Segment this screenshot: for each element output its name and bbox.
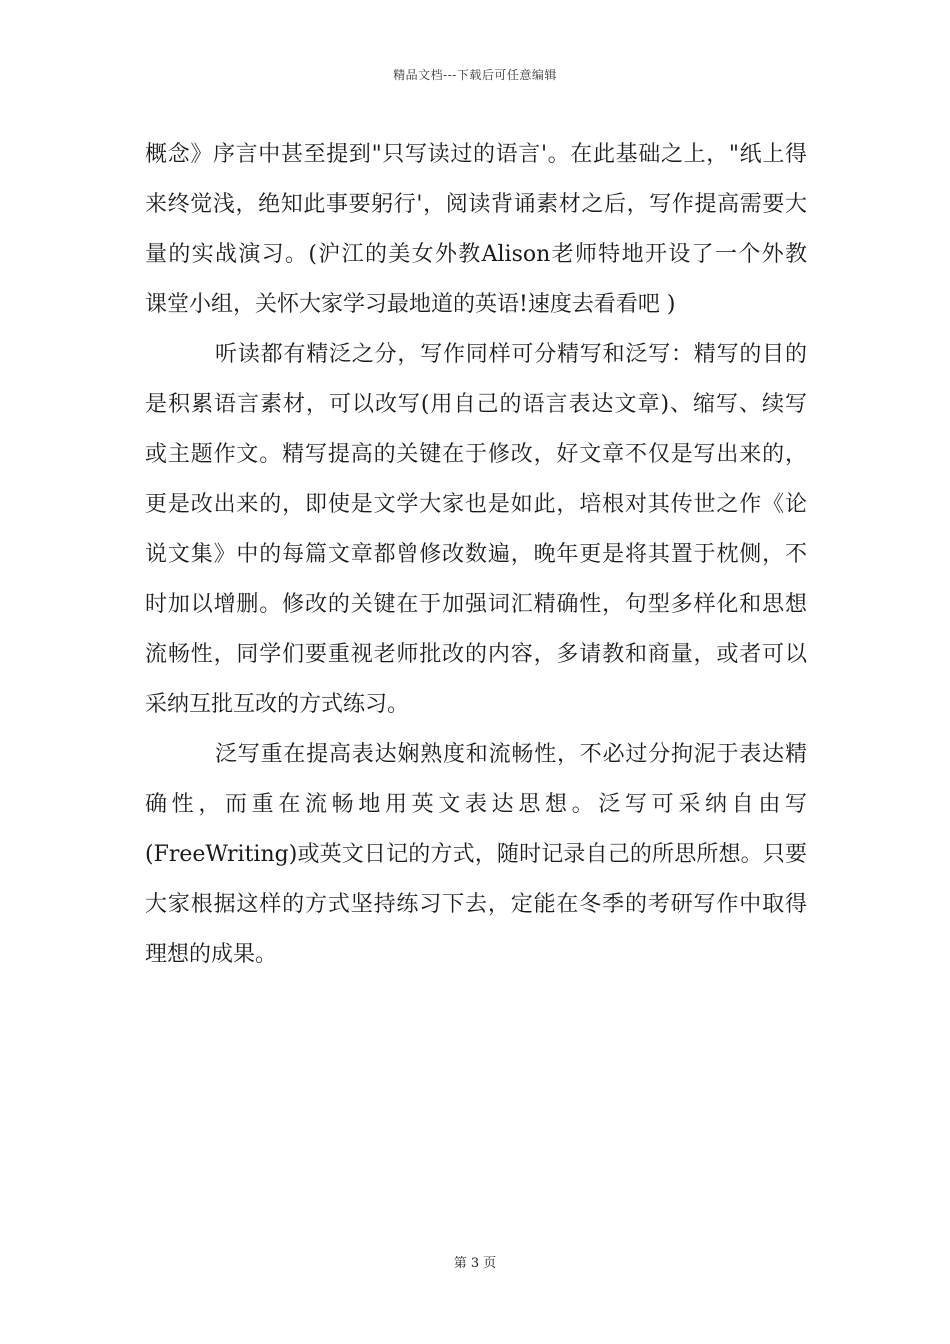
text-line: 时加以增删。修改的关键在于加强词汇精确性，句型多样化和思想	[145, 592, 807, 617]
document-body	[145, 130, 807, 980]
text-line: 更是改出来的，即使是文学大家也是如此，培根对其传世之作《论	[145, 492, 807, 517]
text-line: 来终觉浅，绝知此事要躬行'，阅读背诵素材之后，写作提高需要大	[145, 192, 807, 217]
text-line: 量的实战演习。(沪江的美女外教Alison老师特地开设了一个外教	[145, 242, 807, 267]
text-line: 课堂小组，关怀大家学习最地道的英语!速度去看看吧 )	[145, 292, 676, 317]
text-line: 流畅性，同学们要重视老师批改的内容，多请教和商量，或者可以	[145, 642, 807, 667]
text-line: 大家根据这样的方式坚持练习下去，定能在冬季的考研写作中取得	[145, 892, 807, 917]
text-line: 说文集》中的每篇文章都曾修改数遍，晚年更是将其置于枕侧，不	[145, 542, 807, 567]
paragraph	[145, 730, 807, 980]
page-header: 精品文档---下载后可任意编辑	[393, 68, 557, 82]
text-line: 采纳互批互改的方式练习。	[145, 692, 410, 717]
paragraph	[145, 130, 807, 330]
paragraph	[145, 330, 807, 730]
text-line: 听读都有精泛之分，写作同样可分精写和泛写：精写的目的	[215, 342, 807, 367]
text-line: 泛写重在提高表达娴熟度和流畅性，不必过分拘泥于表达精	[215, 742, 807, 767]
text-line: 是积累语言素材，可以改写(用自己的语言表达文章)、缩写、续写	[145, 392, 807, 417]
text-line: (FreeWriting)或英文日记的方式，随时记录自己的所思所想。只要	[145, 842, 807, 867]
text-line: 概念》序言中甚至提到"只写读过的语言'。在此基础之上，"纸上得	[145, 142, 807, 167]
page-number: 第 3 页	[453, 1256, 497, 1271]
text-line: 确性，而重在流畅地用英文表达思想。泛写可采纳自由写	[145, 792, 807, 817]
text-line: 理想的成果。	[145, 942, 278, 967]
text-line: 或主题作文。精写提高的关键在于修改，好文章不仅是写出来的，	[145, 442, 807, 467]
